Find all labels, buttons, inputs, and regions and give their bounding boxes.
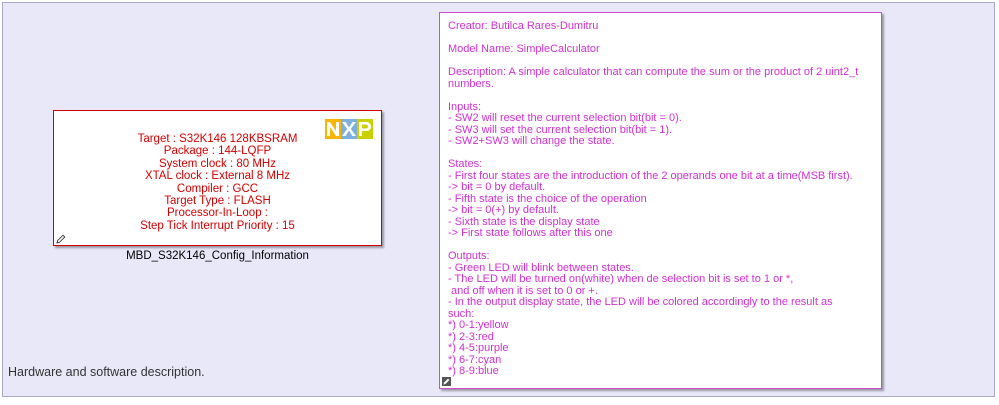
config-information-block[interactable]: [53, 110, 382, 246]
description-line: *) 4-5:purple: [448, 342, 509, 354]
description-line: - Green LED will blink between states.: [448, 261, 634, 274]
description-line: Outputs:: [448, 250, 490, 262]
description-line: States:: [448, 158, 483, 170]
config-line: Target Type : FLASH: [164, 195, 271, 208]
description-line: - SW2+SW3 will change the state.: [448, 135, 615, 147]
config-line: Processor-In-Loop :: [167, 207, 268, 220]
description-line: - Sixth state is the display state: [448, 215, 600, 228]
config-line: Compiler : GCC: [176, 182, 259, 195]
description-line: [448, 148, 875, 160]
description-line: numbers.: [448, 77, 494, 90]
description-line: *) 2-3:red: [448, 330, 494, 343]
description-line: [448, 90, 875, 102]
description-line: Creator: Butilca Rares-Dumitru: [448, 20, 599, 32]
config-line: Package : 144-LQFP: [163, 145, 272, 158]
description-line: -> First state follows after this one: [448, 227, 613, 239]
description-line: [448, 240, 875, 252]
description-line: - Fifth state is the choice of the operation: [448, 192, 647, 205]
config-block-caption: MBD_S32K146_Config_Information: [126, 250, 309, 262]
description-line: Model Name: SimpleCalculator: [448, 43, 600, 55]
description-text: [448, 21, 875, 378]
description-line: - SW3 will set the current selection bit(bit = 1).: [448, 123, 673, 136]
description-line: such:: [448, 307, 475, 320]
description-line: - First four states are the introduction of the 2 operands one bit at a time(MSB first).: [448, 169, 853, 182]
area-label: Hardware and software description.: [8, 365, 205, 379]
description-line: - SW2 will reset the current selection bit(bit = 0).: [448, 112, 682, 124]
description-line: and off when it is set to 0 or +.: [448, 284, 598, 297]
description-line: Description: A simple calculator that can compute the sum or the product of 2 uint2_t: [448, 66, 859, 78]
pencil-icon[interactable]: [56, 234, 66, 244]
description-line: *) 0-1:yellow: [448, 319, 509, 331]
config-line: System clock : 80 MHz: [159, 157, 276, 170]
description-line: - In the output display state, the LED will be colored accordingly to the result as: [448, 296, 833, 308]
config-line: Step Tick Interrupt Priority : 15: [140, 219, 295, 232]
description-line: *) 6-7:cyan: [448, 353, 502, 366]
config-line: Target : S32K146 128KBSRAM: [137, 133, 298, 145]
edit-icon[interactable]: [442, 377, 451, 386]
config-line: XTAL clock : External 8 MHz: [144, 170, 291, 183]
description-line: -> bit = 0(+) by default.: [448, 204, 559, 216]
config-text: [54, 133, 381, 232]
description-line: Inputs:: [448, 100, 482, 113]
description-line: - The LED will be turned on(white) when de selection bit is set to 1 or *,: [448, 273, 794, 285]
description-line: *) 8-9:blue: [448, 365, 499, 377]
description-annotation[interactable]: [439, 12, 882, 389]
description-line: -> bit = 0 by default.: [448, 181, 546, 193]
